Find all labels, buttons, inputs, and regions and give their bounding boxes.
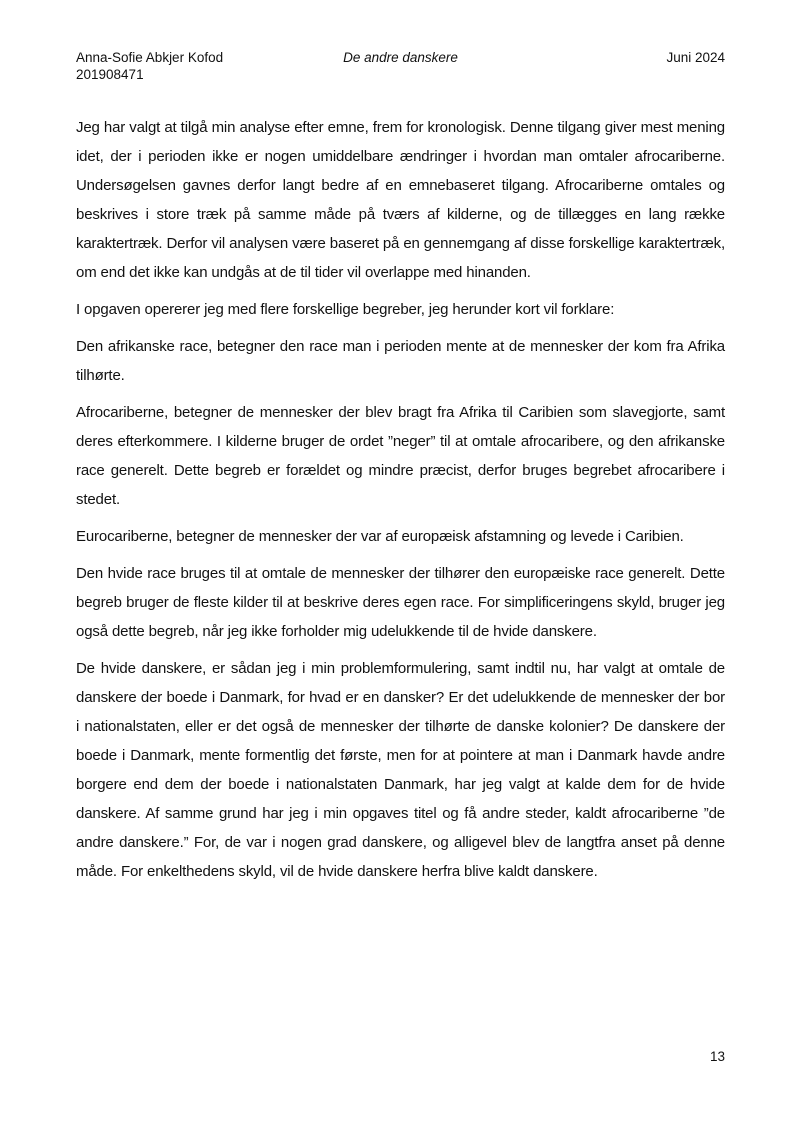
paragraph-african-race: Den afrikanske race, betegner den race man i perioden mente at de mennesker der kom fra Afrika tilhørte. [76, 338, 725, 384]
document-date: Juni 2024 [666, 50, 725, 65]
paragraph-concepts-intro: I opgaven opererer jeg med flere forskellige begreber, jeg herunder kort vil forklare: [76, 301, 615, 318]
page-number: 13 [709, 1049, 725, 1064]
paragraph-afrocaribbeans: Afrocariberne, betegner de mennesker der blev bragt fra Afrika til Caribien som slavegjorte, samt deres efterkommere. I kilderne bruger de ordet ”neger” til at omtale afrocaribere, og den afrikanske race generelt. Dette begreb er forældet og mindre præcist, derfor bruges begrebet afrocaribere i stedet. [76, 404, 725, 508]
page-header [76, 49, 725, 85]
paragraph-white-race: Den hvide race bruges til at omtale de mennesker der tilhører den europæiske race generelt. Dette begreb bruger de fleste kilder til at beskrive deres egen race. For simplificeringens skyld, bruger jeg også dette begreb, når jeg ikke forholder mig udelukkende til de hvide danskere. [76, 565, 725, 640]
paragraph-eurocaribbeans: Eurocariberne, betegner de mennesker der var af europæisk afstamning og levede i Caribien. [76, 528, 684, 545]
author-name: Anna-Sofie Abkjer Kofod [76, 50, 224, 65]
document-title: De andre danskere [343, 50, 458, 65]
body-text [76, 113, 725, 894]
paragraph-white-danes: De hvide danskere, er sådan jeg i min problemformulering, samt indtil nu, har valgt at omtale de danskere der boede i Danmark, for hvad er en dansker? Er det udelukkende de mennesker der bor i nationalstaten, eller er det også de mennesker der tilhørte de danske kolonier? De danskere der boede i Danmark, mente formentlig det første, men for at pointere at man i Danmark havde andre borgere end dem der boede i nationalstaten Danmark, har jeg valgt at kalde dem for de hvide danskere. Af samme grund har jeg i min opgaves titel og få andre steder, kaldt afrocariberne ”de andre danskere.” For, de var i nogen grad danskere, og alligevel blev de langtfra anset på denne måde. For enkelthedens skyld, vil de hvide danskere herfra blive kaldt danskere. [76, 660, 725, 880]
paragraph-analysis-approach: Jeg har valgt at tilgå min analyse efter emne, frem for kronologisk. Denne tilgang giver mest mening idet, der i perioden ikke er nogen umiddelbare ændringer i hvordan man omtaler afrocariberne. Undersøgelsen gavnes derfor langt bedre af en emnebaseret tilgang. Afrocariberne omtales og beskrives i store træk på samme måde på tværs af kilderne, og de tillægges en lang række karaktertræk. Derfor vil analysen være baseret på en gennemgang af disse forskellige karaktertræk, om end det ikke kan undgås at de til tider vil overlappe med hinanden. [76, 119, 725, 281]
student-id: 201908471 [76, 67, 144, 82]
